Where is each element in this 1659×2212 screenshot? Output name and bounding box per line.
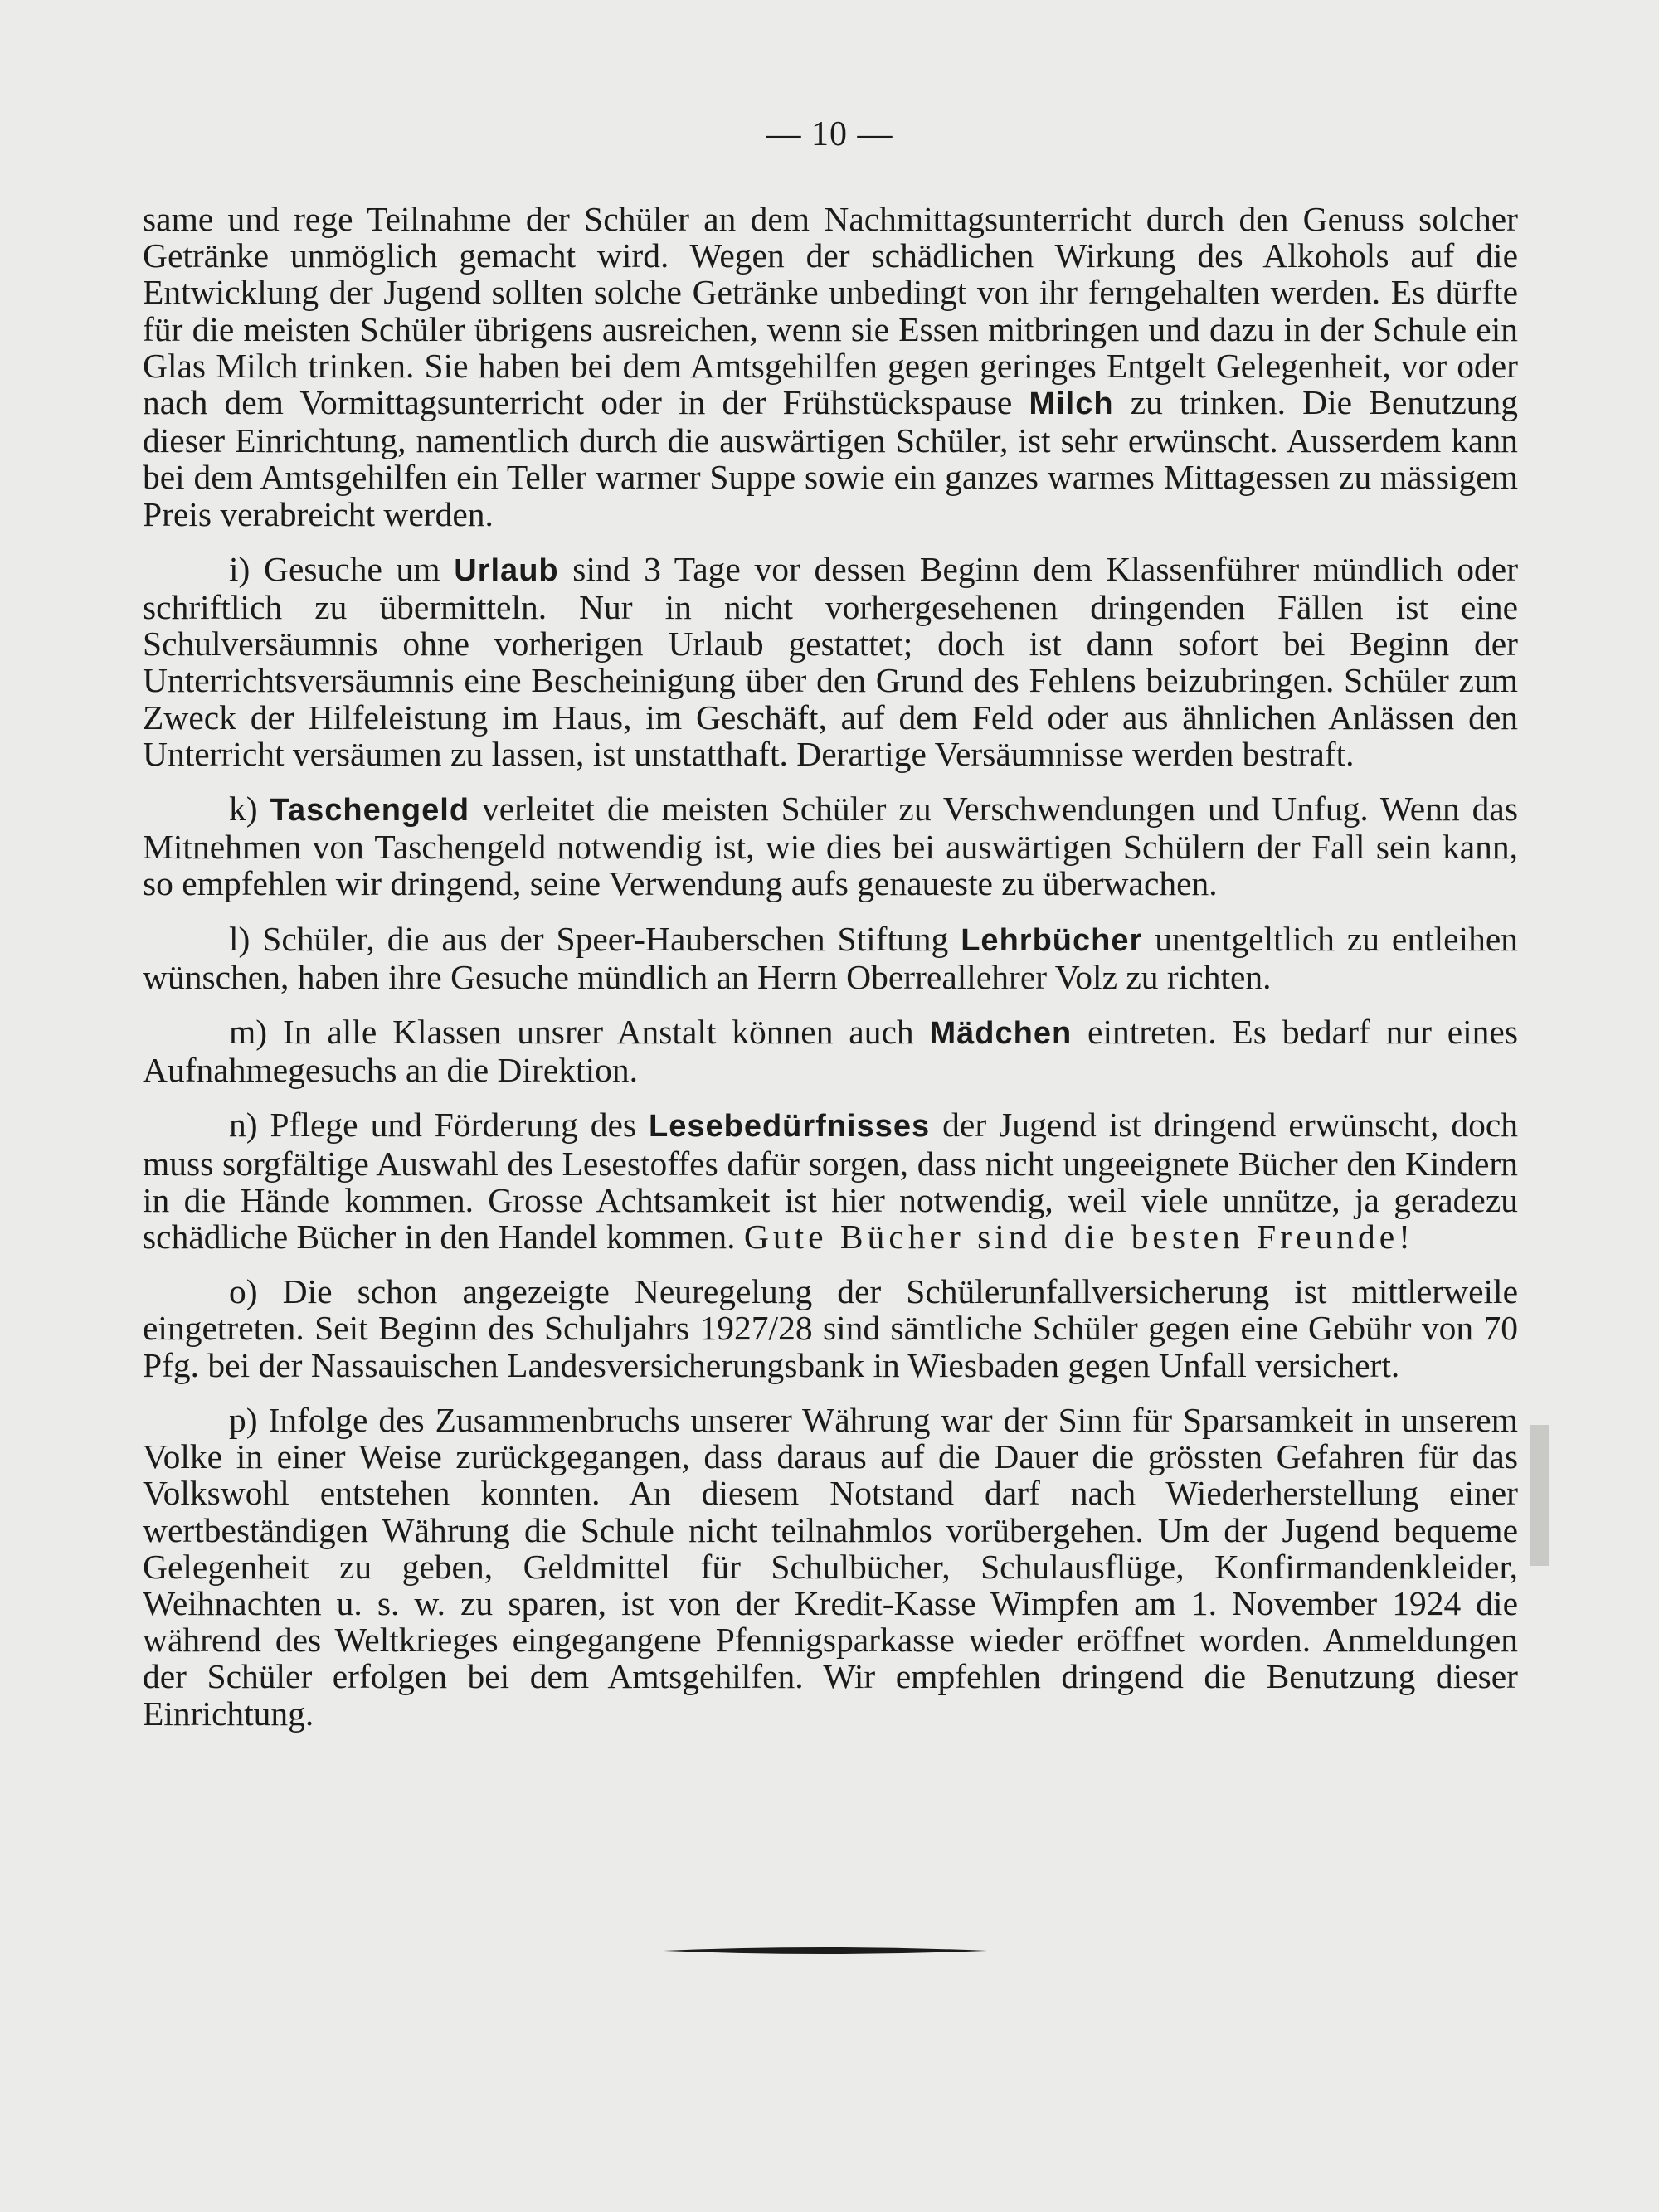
margin-bleed-mark xyxy=(1530,1425,1549,1566)
paragraph-text-after: verleitet die meisten Schüler zu Verschwendungen und Unfug. Wenn das Mitnehmen von Taschengeld notwendig ist, wie dies bei auswärtigen Schülern der Fall sein kann, so empfehlen wir dringend, seine Verwendung aufs genaueste zu überwachen. xyxy=(143,790,1518,903)
emphasis-urlaub: Urlaub xyxy=(454,552,559,588)
emphasis-taschengeld: Taschengeld xyxy=(270,793,470,829)
paragraph-lead: i) Gesuche um xyxy=(229,549,440,588)
spaced-emphasis: Gute Bücher sind die besten Freunde! xyxy=(743,1218,1414,1257)
paragraph-lead: n) Pflege und Förderung des xyxy=(229,1106,637,1145)
paragraph-lead: m) In alle Klassen unsrer Anstalt können auch xyxy=(229,1013,914,1052)
paragraph-text-after: der Jugend ist dringend erwünscht, doch muss sorgfältige Auswahl des Lesestoffes dafür sorgen, dass nicht ungeeignete Bücher den Kindern in die Hände kommen. Grosse Achtsamkeit ist hier notwendig, weil viele unnütze, ja geradezu schädliche Bücher in den Handel kommen. xyxy=(143,1106,1518,1257)
paragraph-text-after: unentgeltlich zu entleihen wünschen, haben ihre Gesuche mündlich an Herrn Oberreallehrer Volz zu richten. xyxy=(143,919,1518,996)
emphasis-maedchen: Mädchen xyxy=(929,1016,1073,1052)
paragraph-n-lesebeduerfnisse xyxy=(143,1106,1518,1255)
paragraph-text: o) Die schon angezeigte Neuregelung der Schülerunfallversicherung ist mittlerweile eingetreten. Seit Beginn des Schuljahrs 1927/28 sind sämtliche Schüler gegen eine Gebühr von 70 Pfg. bei der Nassauischen Landesversicherungsbank in Wiesbaden gegen Unfall versichert. xyxy=(143,1272,1518,1384)
closing-divider-rule xyxy=(664,1945,987,1957)
body-text xyxy=(143,201,1518,1750)
emphasis-milch: Milch xyxy=(1029,386,1114,422)
paragraph-l-lehrbuecher xyxy=(143,921,1518,995)
paragraph-text-after: zu trinken. Die Benutzung dieser Einrichtung, namentlich durch die auswärtigen Schüler, ist sehr erwünscht. Ausserdem kann bei dem Amtsgehilfen ein Teller warmer Suppe sowie ein ganzes warmes Mittagessen zu mässigem Preis verabreicht werden. xyxy=(143,383,1518,533)
paragraph-k-taschengeld xyxy=(143,790,1518,902)
paragraph-i-urlaub xyxy=(143,551,1518,772)
paragraph-o-unfallversicherung xyxy=(143,1273,1518,1383)
paragraph-lead: k) xyxy=(229,790,258,829)
page-number: — 10 — xyxy=(766,115,893,153)
emphasis-lesebeduerfnisses: Lesebedürfnisses xyxy=(649,1109,931,1145)
paragraph-text: same und rege Teilnahme der Schüler an dem Nachmittagsunterricht durch den Genuss solcher Getränke unmöglich gemacht wird. Wegen der schädlichen Wirkung des Alkohols auf die Entwicklung der Jugend sollten solche Getränke unbedingt von ihr ferngehalten werden. Es dürfte für die meisten Schüler übrigens ausreichen, wenn sie Essen mitbringen und dazu in der Schule ein Glas Milch trinken. Sie haben bei dem Amtsgehilfen gegen geringes Entgelt Gelegenheit, vor oder nach dem Vormittagsunterricht oder in der Frühstückspause xyxy=(143,200,1518,422)
paragraph-m-maedchen xyxy=(143,1014,1518,1088)
paragraph-lead: l) Schüler, die aus der Speer-Hauberschen Stiftung xyxy=(229,919,949,958)
paragraph-p-sparkasse xyxy=(143,1402,1518,1732)
paragraph-text: p) Infolge des Zusammenbruchs unserer Währung war der Sinn für Sparsamkeit in unserem Volke in einer Weise zurückgegangen, dass daraus auf die Dauer die grössten Gefahren für das Volkswohl entstehen konnten. An diesem Notstand darf nach Wiederherstellung einer wertbeständigen Währung die Schule nicht teilnahmlos vorübergehen. Um der Jugend bequeme Gelegenheit zu geben, Geldmittel für Schulbücher, Schulausflüge, Konfirmandenkleider, Weihnachten u. s. w. zu sparen, ist von der Kredit-Kasse Wimpfen am 1. November 1924 die während des Weltkrieges eingegangene Pfennigsparkasse wieder eröffnet worden. Anmeldungen der Schüler erfolgen bei dem Amtsgehilfen. Wir empfehlen dringend die Benutzung dieser Einrichtung. xyxy=(143,1400,1518,1733)
paragraph-continuation xyxy=(143,201,1518,532)
paragraph-text-after: eintreten. Es bedarf nur eines Aufnahmegesuchs an die Direktion. xyxy=(143,1013,1518,1090)
paragraph-text-after: sind 3 Tage vor dessen Beginn dem Klassenführer mündlich oder schriftlich zu übermitteln. Nur in nicht vorhergesehenen dringenden Fällen ist eine Schulversäumnis ohne vorherigen Urlaub gestattet; doch ist dann sofort bei Beginn der Unterrichtsversäumnis eine Bescheinigung über den Grund des Fehlens beizubringen. Schüler zum Zweck der Hilfeleistung im Haus, im Geschäft, auf dem Feld oder aus ähnlichen Anlässen den Unterricht versäumen zu lassen, ist unstatthaft. Derartige Versäumnisse werden bestraft. xyxy=(143,549,1519,773)
emphasis-lehrbuecher: Lehrbücher xyxy=(961,922,1143,958)
